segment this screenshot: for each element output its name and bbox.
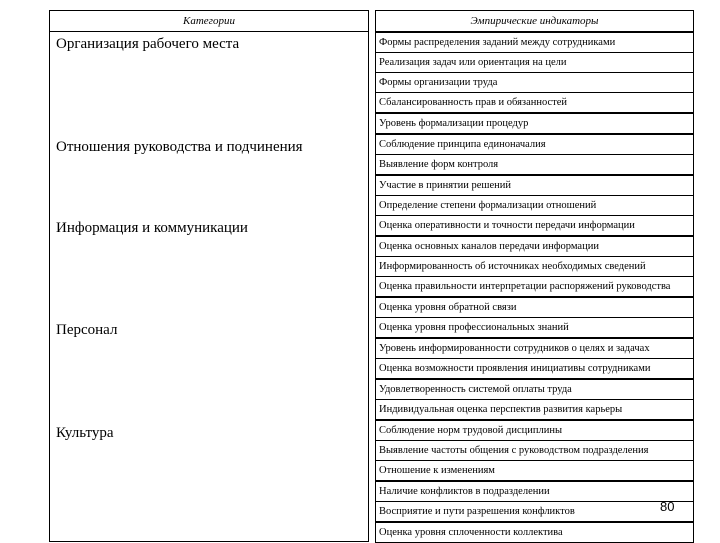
category-column — [49, 32, 369, 542]
indicator-cell: Соблюдение принципа единоначалия — [375, 134, 694, 155]
indicator-cell: Уровень формализации процедур — [375, 113, 694, 134]
category-information: Информация и коммуникации — [56, 220, 248, 236]
indicator-cell: Соблюдение норм трудовой дисциплины — [375, 420, 694, 441]
header-indicators-label: Эмпирические индикаторы — [470, 15, 599, 27]
indicator-cell: Формы распределения заданий между сотрудниками — [375, 32, 694, 53]
indicator-cell: Оценка уровня профессиональных знаний — [375, 317, 694, 338]
header-indicators — [375, 10, 694, 32]
indicator-cell: Определение степени формализации отношений — [375, 195, 694, 216]
page-number: 80 — [660, 499, 675, 514]
indicator-cell: Оценка оперативности и точности передачи информации — [375, 215, 694, 236]
indicator-cell: Наличие конфликтов в подразделении — [375, 481, 694, 502]
indicator-cell: Участие в принятии решений — [375, 175, 694, 196]
indicator-cell: Восприятие и пути разрешения конфликтов — [375, 501, 694, 522]
header-categories — [49, 10, 369, 32]
indicator-cell: Реализация задач или ориентация на цели — [375, 52, 694, 73]
indicator-cell: Отношение к изменениям — [375, 460, 694, 481]
indicator-cell: Информированность об источниках необходимых сведений — [375, 256, 694, 277]
indicator-cell: Выявление частоты общения с руководством подразделения — [375, 440, 694, 461]
indicator-cell: Оценка основных каналов передачи информации — [375, 236, 694, 257]
indicator-cell: Оценка возможности проявления инициативы сотрудниками — [375, 358, 694, 379]
indicator-cell: Оценка уровня обратной связи — [375, 297, 694, 318]
indicator-cell: Сбалансированность прав и обязанностей — [375, 92, 694, 113]
indicator-cell: Уровень информированности сотрудников о целях и задачах — [375, 338, 694, 359]
indicator-cell: Удовлетворенность системой оплаты труда — [375, 379, 694, 400]
category-personnel: Персонал — [56, 322, 118, 338]
indicator-cell: Выявление форм контроля — [375, 154, 694, 175]
category-culture: Культура — [56, 425, 114, 441]
indicator-cell: Оценка уровня сплоченности коллектива — [375, 522, 694, 543]
indicator-cell: Индивидуальная оценка перспектив развития карьеры — [375, 399, 694, 420]
indicator-cell: Оценка правильности интерпретации распоряжений руководства — [375, 276, 694, 297]
category-management: Отношения руководства и подчинения — [56, 139, 303, 155]
category-workplace: Организация рабочего места — [56, 36, 240, 52]
indicator-cell: Формы организации труда — [375, 72, 694, 93]
header-categories-label: Категории — [183, 15, 235, 27]
